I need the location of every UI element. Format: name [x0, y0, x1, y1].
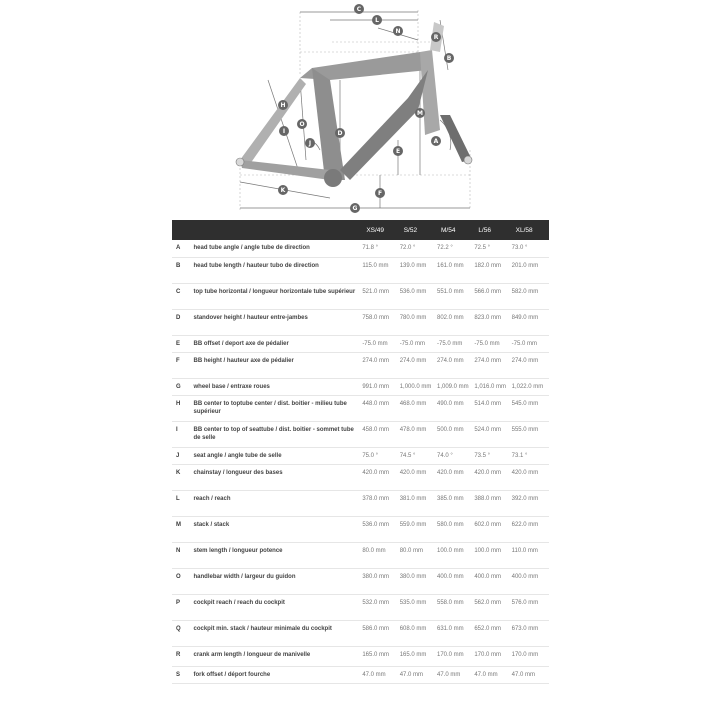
row-parameter: head tube length / hauteur tubo de direction [193, 262, 319, 269]
row-value: 622.0 mm [511, 521, 539, 528]
row-value: 47.0 mm [511, 671, 535, 678]
label-e: E [395, 148, 401, 155]
table-row [172, 395, 549, 421]
row-value: 558.0 mm [437, 599, 464, 606]
row-letter: N [176, 547, 181, 554]
row-value: 73.5 ° [474, 452, 491, 459]
row-value: 170.0 mm [511, 651, 539, 658]
row-value: 420.0 mm [474, 469, 501, 476]
row-value: -75.0 mm [437, 340, 463, 347]
row-letter: R [176, 651, 181, 658]
size-header: XL/58 [515, 226, 533, 234]
row-value: 524.0 mm [474, 426, 501, 433]
label-j: J [308, 140, 312, 147]
row-parameter: stack / stack [193, 521, 230, 528]
row-value: 1,016.0 mm [474, 383, 506, 390]
row-parameter: seat angle / angle tube de selle [193, 452, 282, 459]
row-value: 72.5 ° [474, 245, 491, 251]
row-letter: S [176, 671, 181, 678]
row-value: 73.1 ° [511, 452, 528, 459]
table-row [172, 542, 549, 568]
row-value: 514.0 mm [474, 400, 501, 407]
row-value: -75.0 mm [399, 340, 426, 347]
row-value: -75.0 mm [511, 340, 537, 347]
table-row [172, 257, 549, 283]
label-c: C [356, 6, 362, 13]
row-letter: D [176, 314, 181, 321]
row-value: 580.0 mm [437, 521, 464, 528]
table-row [172, 646, 549, 666]
row-parameter: top tube horizontal / longueur horizontale tube supérieur [193, 288, 356, 295]
row-value: 115.0 mm [362, 262, 389, 269]
row-value: 608.0 mm [399, 625, 427, 632]
row-value: 47.0 mm [437, 671, 461, 678]
row-parameter: BB center to toptube center / dist. boitier - milieu tube supérieur [193, 400, 347, 415]
row-letter: E [176, 340, 181, 347]
row-value: 274.0 mm [474, 357, 501, 364]
row-value: 400.0 mm [474, 573, 501, 580]
row-value: 165.0 mm [399, 651, 427, 658]
row-value: 80.0 mm [399, 547, 424, 554]
row-value: 80.0 mm [362, 547, 386, 554]
row-value: 420.0 mm [437, 469, 464, 476]
row-value: 47.0 mm [474, 671, 498, 678]
row-letter: O [176, 573, 181, 580]
row-value: 201.0 mm [511, 262, 539, 269]
row-value: 139.0 mm [399, 262, 427, 269]
row-value: 274.0 mm [511, 357, 539, 364]
row-value: 532.0 mm [362, 599, 389, 606]
row-value: 535.0 mm [399, 599, 427, 606]
table-row [172, 516, 549, 542]
row-value: 47.0 mm [399, 671, 424, 678]
row-parameter: crank arm length / longueur de manivelle [193, 651, 311, 658]
table-row [172, 594, 549, 620]
row-value: 559.0 mm [399, 521, 427, 528]
bike-frame [236, 22, 472, 187]
row-value: 536.0 mm [399, 288, 427, 295]
row-value: 420.0 mm [362, 469, 389, 476]
row-value: 420.0 mm [399, 469, 427, 476]
row-value: 500.0 mm [437, 426, 464, 433]
size-header: XS/49 [366, 226, 385, 234]
row-value: 991.0 mm [362, 383, 389, 390]
label-k: K [280, 187, 286, 194]
table-row [172, 421, 549, 447]
row-value: 400.0 mm [511, 573, 539, 580]
row-value: 562.0 mm [474, 599, 501, 606]
row-letter: L [176, 495, 180, 502]
size-header: S/52 [403, 226, 418, 234]
row-value: 165.0 mm [362, 651, 389, 658]
label-d: D [337, 130, 343, 137]
row-value: 458.0 mm [362, 426, 389, 433]
table-row [172, 240, 549, 257]
row-value: 521.0 mm [362, 288, 389, 295]
row-value: 170.0 mm [474, 651, 501, 658]
row-value: 385.0 mm [437, 495, 464, 502]
row-value: -75.0 mm [474, 340, 500, 347]
row-parameter: head tube angle / angle tube de direction [193, 245, 310, 251]
row-value: 1,022.0 mm [511, 383, 544, 390]
geometry-table [172, 220, 549, 684]
row-letter: P [176, 599, 181, 606]
row-value: 274.0 mm [362, 357, 389, 364]
row-value: 490.0 mm [437, 400, 464, 407]
row-value: 100.0 mm [437, 547, 464, 554]
row-value: 536.0 mm [362, 521, 389, 528]
label-o: O [299, 121, 305, 128]
row-value: 758.0 mm [362, 314, 389, 321]
row-letter: H [176, 400, 181, 407]
row-value: 545.0 mm [511, 400, 539, 407]
row-value: 392.0 mm [511, 495, 539, 502]
row-value: 555.0 mm [511, 426, 539, 433]
row-parameter: chainstay / longueur des bases [193, 469, 283, 476]
row-value: 170.0 mm [437, 651, 464, 658]
table-row [172, 283, 549, 309]
row-letter: M [176, 521, 181, 528]
row-value: 274.0 mm [437, 357, 464, 364]
table-row [172, 666, 549, 683]
table-row [172, 568, 549, 594]
row-value: 551.0 mm [437, 288, 464, 295]
row-value: 448.0 mm [362, 400, 389, 407]
row-parameter: stem length / longueur potence [193, 547, 283, 554]
row-value: 420.0 mm [511, 469, 539, 476]
row-value: 274.0 mm [399, 357, 427, 364]
table-row [172, 490, 549, 516]
row-value: 582.0 mm [511, 288, 539, 295]
row-value: 182.0 mm [474, 262, 501, 269]
label-m: M [417, 110, 423, 117]
row-value: 673.0 mm [511, 625, 539, 632]
label-i: I [282, 128, 286, 135]
row-parameter: cockpit min. stack / hauteur minimale du cockpit [193, 625, 332, 632]
row-value: 71.8 ° [362, 245, 379, 251]
size-header: M/54 [441, 226, 456, 234]
row-value: 576.0 mm [511, 599, 539, 606]
table-row [172, 378, 549, 395]
row-parameter: reach / reach [193, 495, 231, 502]
row-value: 823.0 mm [474, 314, 501, 321]
row-value: 75.0 ° [362, 452, 379, 459]
row-letter: K [176, 469, 181, 476]
row-letter: G [176, 383, 181, 390]
row-value: 100.0 mm [474, 547, 501, 554]
row-value: 72.0 ° [399, 245, 416, 251]
row-value: 1,000.0 mm [399, 383, 432, 390]
row-value: 47.0 mm [362, 671, 386, 678]
row-parameter: cockpit reach / reach du cockpit [193, 599, 285, 606]
table-header-row [172, 220, 549, 240]
row-letter: F [176, 357, 180, 364]
row-parameter: handlebar width / largeur du guidon [193, 573, 296, 580]
row-letter: B [176, 262, 181, 269]
label-r: R [433, 34, 439, 41]
row-parameter: standover height / hauteur entre-jambes [193, 314, 308, 321]
row-value: 161.0 mm [437, 262, 464, 269]
label-a: A [433, 138, 439, 145]
row-value: 849.0 mm [511, 314, 539, 321]
label-h: H [280, 102, 286, 109]
row-value: 72.2 ° [437, 245, 453, 251]
row-value: 73.0 ° [511, 245, 528, 251]
row-value: 478.0 mm [399, 426, 427, 433]
row-value: 802.0 mm [437, 314, 464, 321]
table-row [172, 309, 549, 335]
row-parameter: BB height / hauteur axe de pédalier [193, 357, 294, 364]
table-row [172, 352, 549, 378]
row-letter: A [176, 245, 181, 251]
label-f: F [377, 190, 383, 197]
row-value: 602.0 mm [474, 521, 501, 528]
row-value: 74.0 ° [437, 452, 453, 459]
row-value: 780.0 mm [399, 314, 427, 321]
frame-geometry-diagram [0, 0, 720, 220]
label-n: N [395, 28, 401, 35]
row-value: 631.0 mm [437, 625, 464, 632]
row-value: 380.0 mm [362, 573, 389, 580]
size-header: L/56 [478, 226, 491, 234]
row-value: 586.0 mm [362, 625, 389, 632]
row-parameter: BB offset / deport axe de pédalier [193, 340, 289, 347]
row-value: 378.0 mm [362, 495, 389, 502]
row-letter: J [176, 452, 180, 459]
row-parameter: fork offset / déport fourche [193, 671, 271, 678]
row-value: 566.0 mm [474, 288, 501, 295]
row-value: 380.0 mm [399, 573, 427, 580]
table-row [172, 464, 549, 490]
row-value: 388.0 mm [474, 495, 501, 502]
row-parameter: wheel base / entraxe roues [193, 383, 270, 390]
row-value: 74.5 ° [399, 452, 416, 459]
row-value: 468.0 mm [399, 400, 427, 407]
row-value: 400.0 mm [437, 573, 464, 580]
row-value: -75.0 mm [362, 340, 388, 347]
row-parameter: BB center to top of seattube / dist. boitier - sommet tube de selle [193, 426, 354, 441]
table-row [172, 620, 549, 646]
row-value: 1,009.0 mm [437, 383, 469, 390]
row-value: 381.0 mm [399, 495, 427, 502]
row-letter: I [176, 426, 178, 433]
label-l: L [375, 17, 379, 24]
row-value: 652.0 mm [474, 625, 501, 632]
label-b: B [446, 55, 452, 62]
row-letter: Q [176, 625, 181, 632]
row-value: 110.0 mm [511, 547, 538, 554]
table-row [172, 447, 549, 464]
row-letter: C [176, 288, 181, 295]
label-g: G [352, 205, 358, 212]
table-row [172, 335, 549, 352]
